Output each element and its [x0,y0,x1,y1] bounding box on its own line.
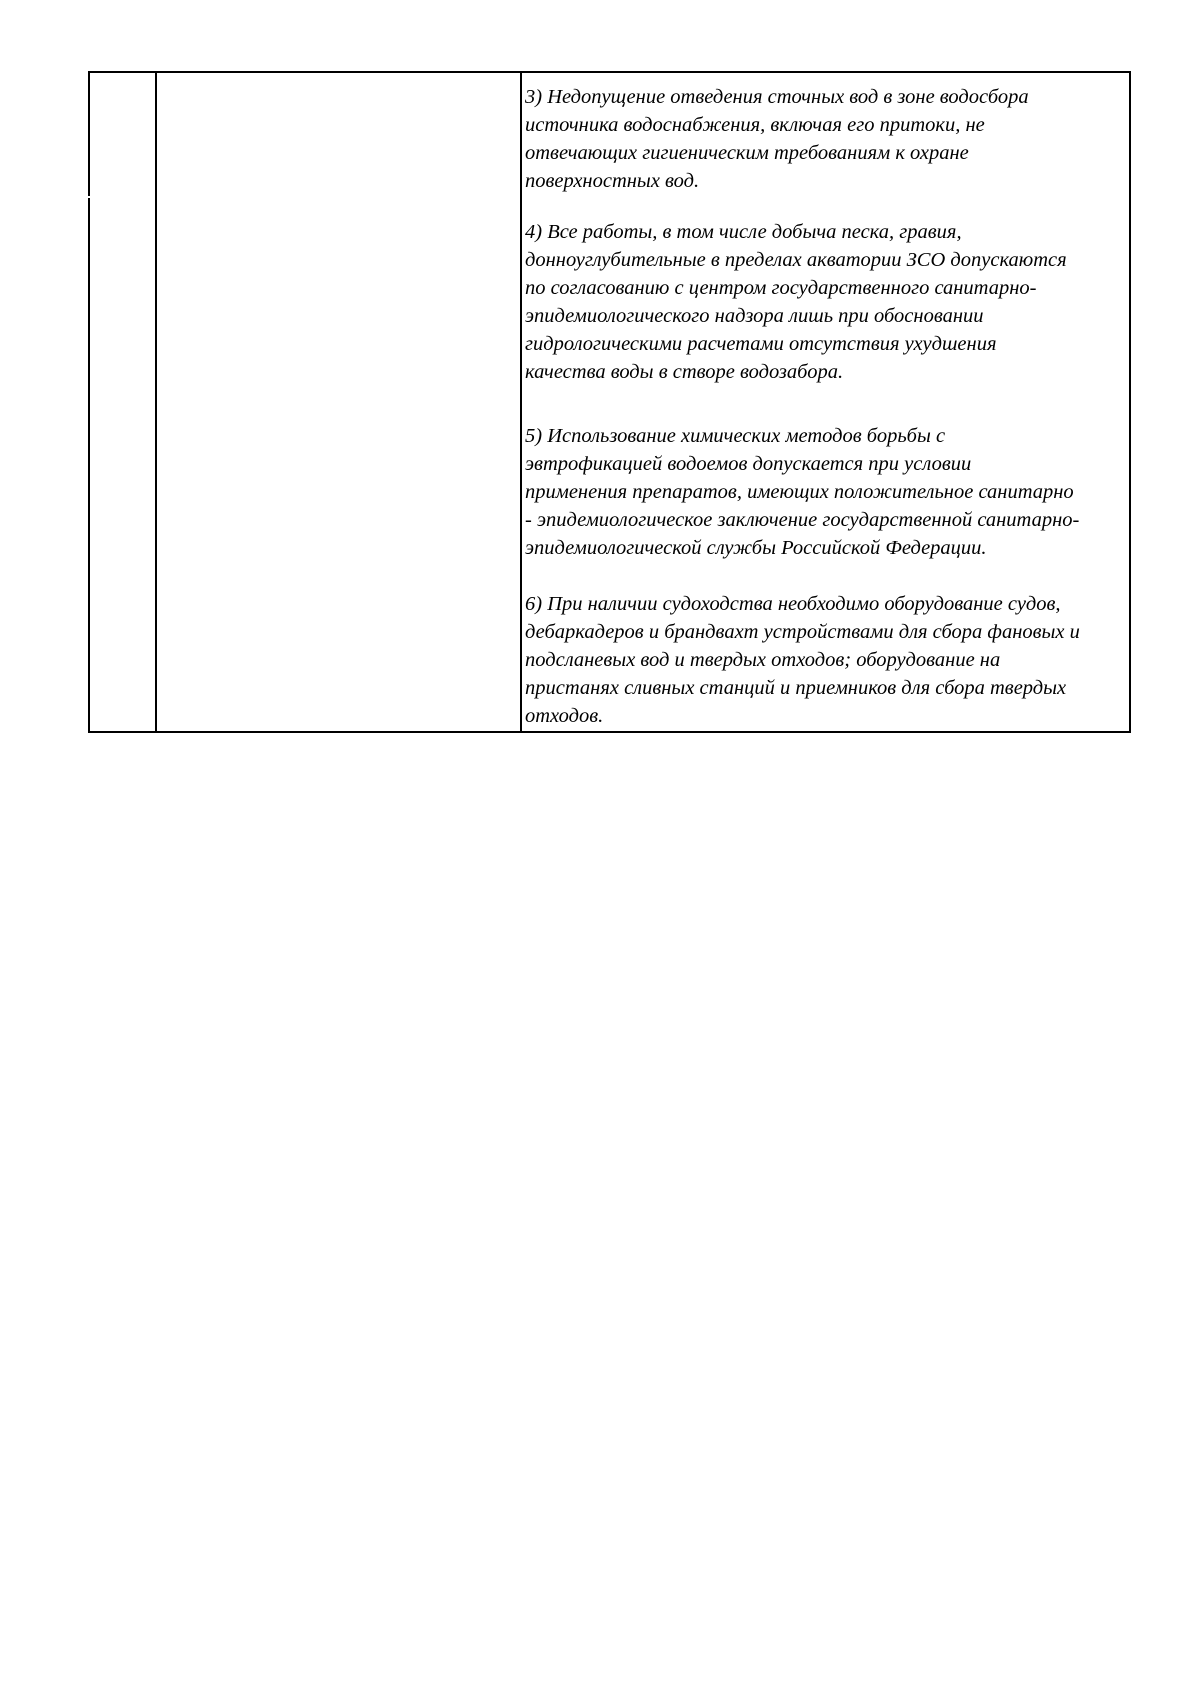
table-border-top [88,71,1131,73]
item-3-text: 3) Недопущение отведения сточных вод в зоне водосбора источника водоснабжения, включая его притоки, не отвечающих гигиеническим требованиям к охране поверхностных вод. [525,86,1029,192]
item-4-text: 4) Все работы, в том числе добыча песка, гравия, донноуглубительные в пределах акватории ЗСО допускаются по согласованию с центром государственного санитарно- эпидемиологического надзора лишь при обосновании гидрологическими расчетами отсутствия ухудшения качества воды в створе водозабора. [525,221,1067,383]
row-divider-mark [88,196,90,198]
table-border-left [88,71,90,733]
column-divider-1 [155,71,157,733]
item-5-text: 5) Использование химических методов борьбы с эвтрофикацией водоемов допускается при условии применения препаратов, имеющих положительное санитарно - эпидемиологическое заключение государственной санитарно- эпидемиологической службы Российской Федерации. [525,425,1080,559]
table-border-bottom [88,731,1131,733]
item-6-text: 6) При наличии судоходства необходимо оборудование судов, дебаркадеров и брандвахт устройствами для сбора фановых и подсланевых вод и твердых отходов; оборудование на пристанях сливных станций и приемников для сбора твердых отходов. [525,593,1080,727]
column-divider-2 [520,71,522,733]
